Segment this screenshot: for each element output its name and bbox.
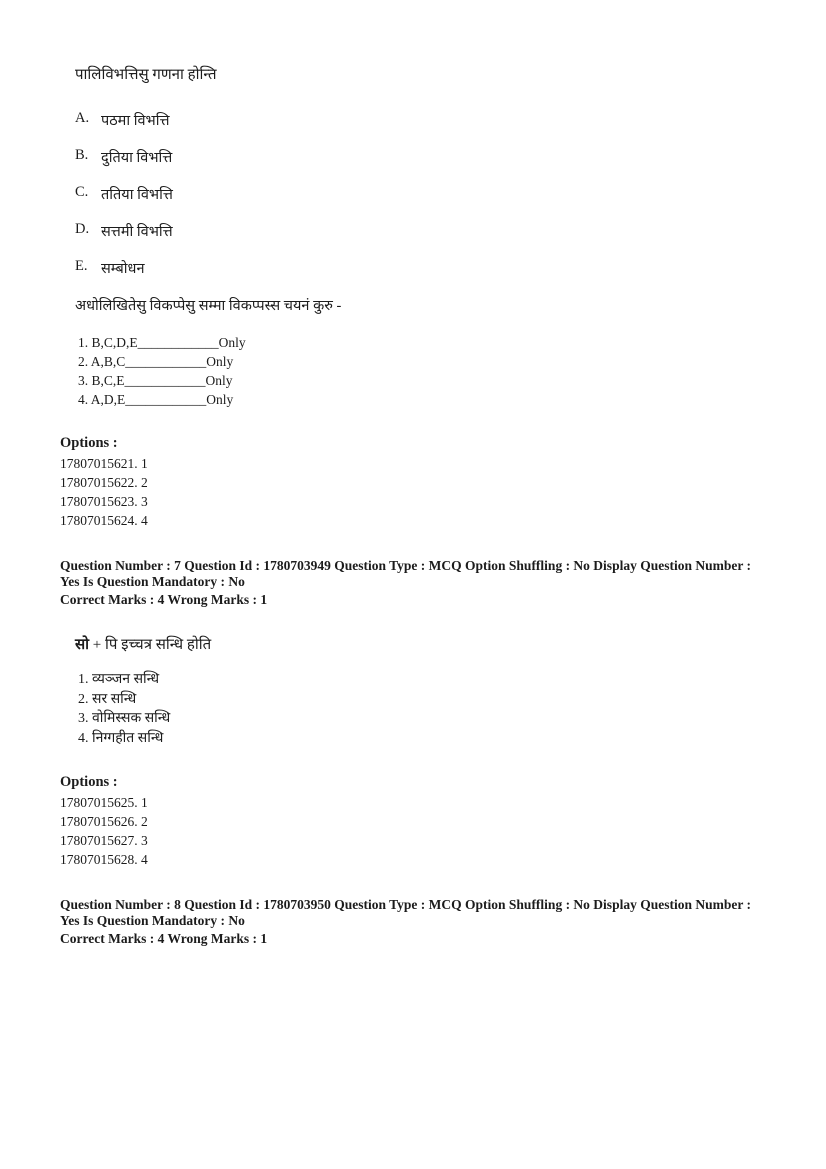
question-stem: पालिविभत्तिसु गणना होन्ति xyxy=(75,67,217,83)
choice-text: पठमा विभत्ति xyxy=(101,113,170,129)
options-heading: Options : xyxy=(60,435,118,451)
choice-text: ततिया विभत्ति xyxy=(101,187,173,203)
option-id-line: 17807015621. 1 xyxy=(60,456,148,471)
choice-row-d xyxy=(75,221,766,241)
question-meta-line: Question Number : 8 Question Id : 1780703950 Question Type : MCQ Option Shuffling : No Display Question Number : Yes Is Question Mandatory : No xyxy=(60,897,751,928)
combo-option-1: 1. B,C,D,E____________Only xyxy=(78,335,246,350)
choice-line-2: 2. सर सन्धि xyxy=(78,691,137,707)
stem-rest: + पि इच्चत्र सन्धि होति xyxy=(89,637,212,653)
choice-label: C. xyxy=(75,184,89,200)
option-id-line: 17807015624. 4 xyxy=(60,513,148,528)
combo-option-4: 4. A,D,E____________Only xyxy=(78,392,234,407)
choice-line-3: 3. वोमिस्सक सन्धि xyxy=(78,711,171,726)
question-meta-line: Question Number : 7 Question Id : 1780703949 Question Type : MCQ Option Shuffling : No Display Question Number : Yes Is Question Mandatory : No xyxy=(60,558,751,589)
options-heading: Options : xyxy=(60,774,118,790)
combo-option-2: 2. A,B,C____________Only xyxy=(78,354,234,369)
choice-row-a xyxy=(75,110,766,130)
option-id-line: 17807015625. 1 xyxy=(60,795,148,810)
choice-line-1: 1. व्यञ्जन सन्धि xyxy=(78,672,160,687)
option-id-line: 17807015627. 3 xyxy=(60,833,148,848)
question-8-metadata xyxy=(60,897,760,947)
option-id-line: 17807015628. 4 xyxy=(60,852,148,867)
choice-label: A. xyxy=(75,110,90,126)
question-stem xyxy=(75,634,766,654)
question-marks-line: Correct Marks : 4 Wrong Marks : 1 xyxy=(60,931,268,946)
question-7-block xyxy=(60,64,766,608)
option-id-line: 17807015623. 3 xyxy=(60,494,148,509)
question-7-metadata xyxy=(60,558,760,608)
combo-option-list xyxy=(78,333,766,409)
combo-option-3: 3. B,C,E____________Only xyxy=(78,373,233,388)
choice-label: D. xyxy=(75,221,90,237)
instruction-text: अधोलिखितेसु विकप्पेसु सम्मा विकप्पस्स चयनं कुरु - xyxy=(75,298,342,314)
choice-text: दुतिया विभत्ति xyxy=(101,150,173,166)
choice-label: E. xyxy=(75,258,88,274)
choice-row-c xyxy=(75,184,766,204)
choice-line-4: 4. निग्गहीत सन्धि xyxy=(78,730,164,746)
stem-bold-word: सो xyxy=(75,637,90,653)
choice-label: B. xyxy=(75,147,89,163)
option-id-list xyxy=(60,793,766,869)
question-8-block xyxy=(60,634,766,947)
option-id-line: 17807015622. 2 xyxy=(60,475,148,490)
choice-row-e xyxy=(75,258,766,278)
choice-text: सम्बोधन xyxy=(101,261,145,277)
question-marks-line: Correct Marks : 4 Wrong Marks : 1 xyxy=(60,592,268,607)
choice-text: सत्तमी विभत्ति xyxy=(101,224,173,240)
option-id-list xyxy=(60,454,766,530)
choice-list xyxy=(78,670,766,748)
option-id-line: 17807015626. 2 xyxy=(60,814,148,829)
choice-row-b xyxy=(75,147,766,167)
